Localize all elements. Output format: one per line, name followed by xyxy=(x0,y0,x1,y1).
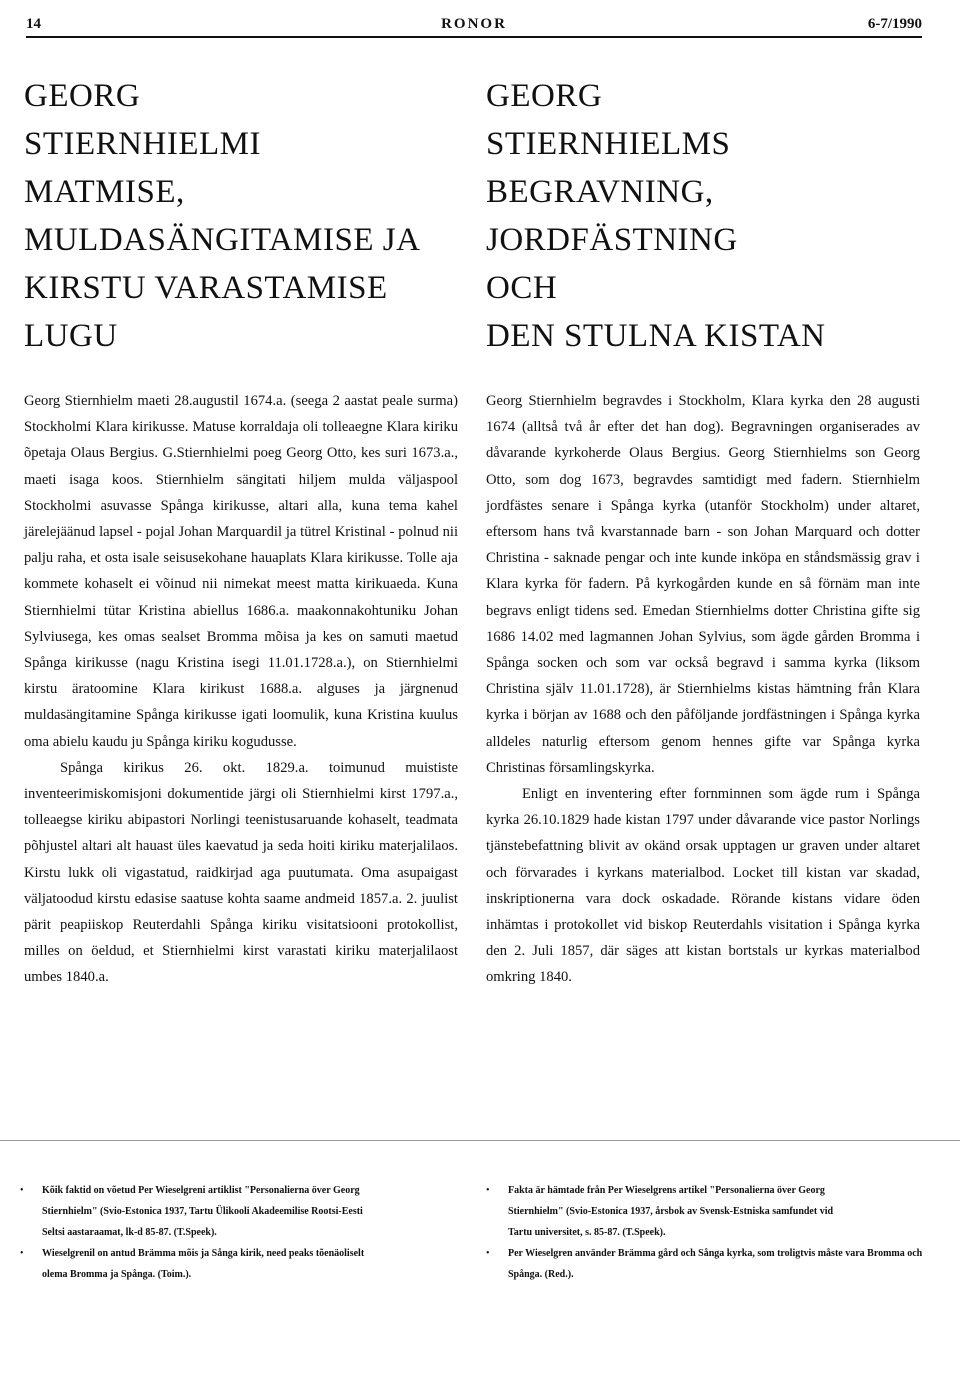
title-line: JORDFÄSTNING xyxy=(486,222,738,258)
footnote xyxy=(486,1243,926,1285)
footnote-line: Kõik faktid on võetud Per Wieselgreni artiklist "Personalierna över Georg xyxy=(42,1185,360,1196)
footnote xyxy=(20,1243,460,1285)
estonian-title xyxy=(24,72,420,360)
footnote-line: Wieselgrenil on antud Brämma mõis ja Sånga kirik, need peaks tõenäoliselt xyxy=(42,1248,365,1259)
title-line: GEORG xyxy=(24,78,141,114)
paragraph: Enligt en inventering efter fornminnen som ägde rum i Spånga kyrka 26.10.1829 hade kistan 1797 under dåvarande vice pastor Norlings tjänstebefattning blivit av okänd orsak upptagen ur graven under altaret och förvarades i kyrkans materialbod. Locket till kistan var skadad, inskriptionerna vara dock oskadade. Rörande kistans vidare öden inhämtas i protokollet vid biskop Reuterdahls visitation i Spånga kyrka den 2. Juli 1857, där säges att kistan bortstals ur kyrkas materialbod omkring 1840. xyxy=(486,786,920,986)
page-number: 14 xyxy=(26,16,41,32)
swedish-article-body xyxy=(486,388,920,991)
estonian-article-body xyxy=(24,388,458,991)
title-line: OCH xyxy=(486,270,558,306)
footnote-line: Stiernhielm" (Svio-Estonica 1937, Tartu Ülikooli Akadeemilise Rootsi-Eesti xyxy=(42,1206,363,1217)
footnote-line: Seltsi aastaraamat, lk-d 85-87. (T.Speek). xyxy=(42,1227,217,1238)
title-line: STIERNHIELMI xyxy=(24,126,261,162)
bullet-icon: • xyxy=(20,1185,24,1196)
page-header xyxy=(26,14,922,38)
title-line: KIRSTU VARASTAMISE xyxy=(24,270,388,306)
footnote-line: Per Wieselgren använder Brämma gård och Sånga kyrka, som troligtvis måste vara Bromma och Spånga. (Red.). xyxy=(508,1248,923,1280)
footnote xyxy=(486,1180,926,1243)
footnote-separator xyxy=(0,1140,960,1141)
footnote-line: Stiernhielm" (Svio-Estonica 1937, årsbok av Svensk-Estniska samfundet vid xyxy=(508,1206,834,1217)
issue-number: 6-7/1990 xyxy=(867,16,922,32)
estonian-footnotes xyxy=(20,1180,460,1285)
bullet-icon: • xyxy=(486,1248,490,1259)
footnote-line: olema Bromma ja Spånga. (Toim.). xyxy=(42,1269,192,1280)
title-line: MATMISE, xyxy=(24,174,185,210)
swedish-footnotes xyxy=(486,1180,926,1285)
paragraph: Georg Stiernhielm begravdes i Stockholm, Klara kyrka den 28 augusti 1674 (alltså två år efter det han dog). Begravningen organiserades av dåvarande kyrkoherde Olaus Bergius. Georg Stiernhielms son Georg Otto, som dog 1673, begravdes samtidigt med fadern. Stiernhielm jordfästes senare i Spånga kyrka (utanför Stockholm) under altaret, eftersom hans två kvarstannade barn - son Johan Marquard och dotter Christina - saknade pengar och inte kunde inköpa en ståndsmässig grav i Klara kyrka för fadern. På kyrkogården kunde en så förnäm man inte begravs enligt tidens sed. Emedan Stiernhielms dotter Christina gifte sig 1686 14.02 med lagmannen Johan Sylvius, som ägde gården Bromma i Spånga socken och som var också begravd i samma kyrka (liksom Christina själv 11.01.1728), är Stiernhielms kistas hämtning från Klara kyrka i början av 1688 och den påföljande jordfästningen i Spånga kyrka alldeles naturlig eftersom genom hennes gifte var Spånga kyrka Christinas församlingskyrka. xyxy=(486,393,920,776)
paragraph: Spånga kirikus 26. okt. 1829.a. toimunud muististe inventeerimiskomisjoni dokumentide järgi oli Stiernhielmi kirst 1797.a., tolleaegse kiriku abipastori Norlingi teenistusaruande kohaselt, teadmata põhjustel altari alt hauast üles kaevatud ja seda hoiti kiriku materjalilaos. Kirstu lukk oli vigastatud, raidkirjad aga puutumata. Oma asupaigast väljatoodud kirstu edasise saatuse kohta saame andmeid 1857.a. 2. juulist pärit peapiiskop Reuterdahli Spånga kiriku visitatsiooni protokollist, milles on öeldud, et Stiernhielmi kirst varastati kiriku materjalilaost umbes 1840.a. xyxy=(24,759,458,986)
publication-name: RONOR xyxy=(441,16,507,32)
title-line: GEORG xyxy=(486,78,603,114)
title-line: LUGU xyxy=(24,318,118,354)
swedish-title xyxy=(486,72,826,360)
title-line: BEGRAVNING, xyxy=(486,174,714,210)
bullet-icon: • xyxy=(20,1248,24,1259)
footnote-line: Tartu universitet, s. 85-87. (T.Speek). xyxy=(508,1227,666,1238)
title-line: MULDASÄNGITAMISE JA xyxy=(24,222,421,258)
footnote xyxy=(20,1180,460,1243)
title-line: DEN STULNA KISTAN xyxy=(486,318,826,354)
bullet-icon: • xyxy=(486,1185,490,1196)
title-line: STIERNHIELMS xyxy=(486,126,731,162)
paragraph: Georg Stiernhielm maeti 28.augustil 1674.a. (seega 2 aastat peale surma) Stockholmi Klara kirikusse. Matuse korraldaja oli tolleaegne Klara kiriku õpetaja Olaus Bergius. G.Stiernhielmi poeg Georg Otto, kes suri 1673.a., maeti isaga koos. Stiernhielm sängitati hiljem mulda väljaspool Stockholmi asuvasse Spånga kirikusse, altari alla, kuna tema kahel järelejäänud lapsel - pojal Johan Marquardil ja tütrel Kristinal - polnud nii palju raha, et osta isale seisusekohane hauaplats Klara kirikusse. Tolle aja kommete kohaselt ei võinud nii nimekat meest matta kirikuaeda. Kuna Stiernhielmi tütar Kristina abiellus 1686.a. maakonnakohtuniku Johan Sylviusega, kes omas sealset Bromma mõisa ja kes on samuti maetud Spånga kirikusse (nagu Kristina isegi 11.01.1728.a.), on Stiernhielmi kirstu äratoomine Klara kirikust 1688.a. alguses ja järgnenud muldasängitamine Spånga kirikusse igati loomulik, kuna Kristina kuulus oma abielu kaudu ju Spånga kiriku kogudusse. xyxy=(24,393,458,750)
footnote-line: Fakta är hämtade från Per Wieselgrens artikel "Personalierna över Georg xyxy=(508,1185,825,1196)
